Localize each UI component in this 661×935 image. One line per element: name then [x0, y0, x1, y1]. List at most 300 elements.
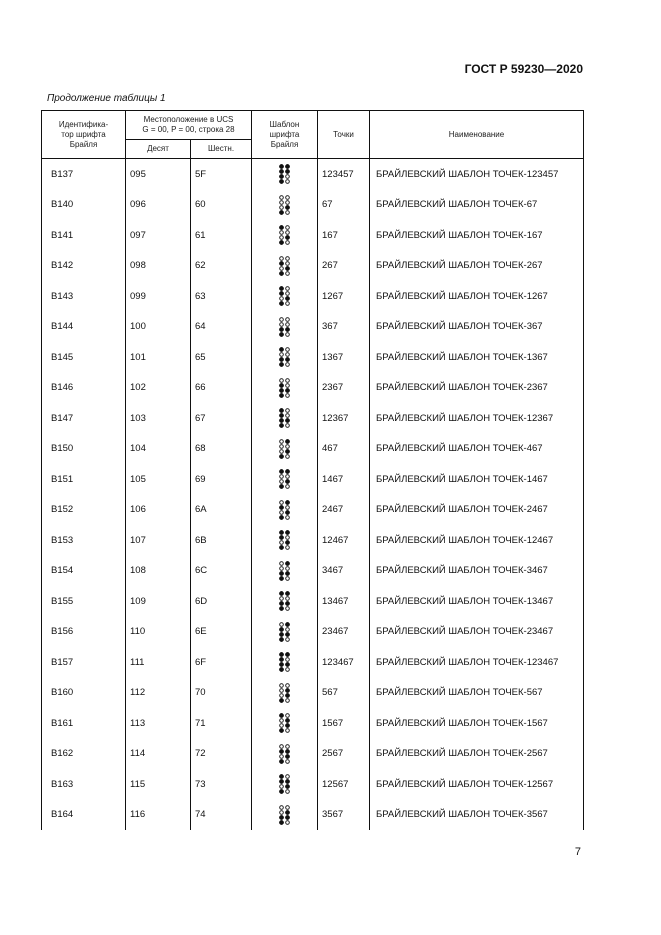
- braille-dot-empty: [286, 775, 290, 779]
- cell-name: БРАЙЛЕВСКИЙ ШАБЛОН ТОЧЕК-12367: [370, 403, 584, 434]
- table-row: [42, 220, 584, 251]
- cell-hex: 64: [191, 312, 252, 343]
- cell-points: 123457: [318, 159, 370, 190]
- cell-dec: 112: [126, 678, 191, 709]
- cell-points: 2567: [318, 739, 370, 770]
- braille-dot-raised: [285, 810, 289, 814]
- braille-dot-empty: [286, 576, 290, 580]
- cell-hex: 73: [191, 769, 252, 800]
- braille-dot-raised: [279, 627, 283, 631]
- braille-dot-empty: [280, 205, 284, 209]
- cell-name: БРАЙЛЕВСКИЙ ШАБЛОН ТОЧЕК-2567: [370, 739, 584, 770]
- braille-cell-icon: [279, 286, 290, 306]
- braille-dot-empty: [286, 454, 290, 458]
- cell-points: 12567: [318, 769, 370, 800]
- braille-dot-empty: [286, 759, 290, 763]
- braille-dot-empty: [286, 683, 290, 687]
- braille-dot-empty: [280, 719, 284, 723]
- table-row: [42, 556, 584, 587]
- cell-dec: 110: [126, 617, 191, 648]
- cell-pattern: [252, 281, 318, 312]
- table-row: [42, 495, 584, 526]
- braille-dot-empty: [286, 378, 290, 382]
- braille-cell-icon: [279, 530, 290, 550]
- braille-cell-icon: [279, 683, 290, 703]
- page-number: 7: [574, 846, 581, 858]
- cell-id: B154: [42, 556, 126, 587]
- braille-dot-empty: [286, 820, 290, 824]
- cell-dec: 111: [126, 647, 191, 678]
- table-row: [42, 403, 584, 434]
- cell-id: B160: [42, 678, 126, 709]
- cell-hex: 61: [191, 220, 252, 251]
- braille-dot-raised: [285, 170, 289, 174]
- braille-cell-icon: [279, 469, 290, 489]
- braille-dot-empty: [280, 500, 284, 504]
- cell-name: БРАЙЛЕВСКИЙ ШАБЛОН ТОЧЕК-3467: [370, 556, 584, 587]
- braille-dot-raised: [279, 571, 283, 575]
- braille-dot-empty: [286, 729, 290, 733]
- braille-dot-empty: [280, 449, 284, 453]
- cell-hex: 62: [191, 251, 252, 282]
- cell-hex: 6B: [191, 525, 252, 556]
- cell-pattern: [252, 556, 318, 587]
- braille-dot-raised: [279, 775, 283, 779]
- cell-id: B144: [42, 312, 126, 343]
- cell-dec: 102: [126, 373, 191, 404]
- braille-dot-empty: [286, 668, 290, 672]
- braille-dot-raised: [285, 653, 289, 657]
- braille-dot-raised: [285, 719, 289, 723]
- braille-dot-raised: [285, 785, 289, 789]
- cell-dec: 101: [126, 342, 191, 373]
- cell-hex: 6D: [191, 586, 252, 617]
- cell-name: БРАЙЛЕВСКИЙ ШАБЛОН ТОЧЕК-3567: [370, 800, 584, 831]
- table-row: [42, 434, 584, 465]
- cell-pattern: [252, 800, 318, 831]
- braille-dot-raised: [279, 175, 283, 179]
- braille-dot-raised: [279, 241, 283, 245]
- braille-dot-raised: [285, 205, 289, 209]
- braille-dot-raised: [285, 500, 289, 504]
- braille-dot-empty: [286, 332, 290, 336]
- cell-id: B145: [42, 342, 126, 373]
- braille-cell-icon: [279, 225, 290, 245]
- cell-name: БРАЙЛЕВСКИЙ ШАБЛОН ТОЧЕК-1567: [370, 708, 584, 739]
- cell-hex: 68: [191, 434, 252, 465]
- table-row: [42, 373, 584, 404]
- table-row: [42, 342, 584, 373]
- cell-hex: 5F: [191, 159, 252, 190]
- braille-dot-raised: [279, 653, 283, 657]
- braille-dot-raised: [285, 236, 289, 240]
- braille-cell-icon: [279, 378, 290, 398]
- cell-points: 2367: [318, 373, 370, 404]
- braille-dot-empty: [286, 175, 290, 179]
- table-body: [42, 159, 584, 831]
- braille-dot-raised: [285, 815, 289, 819]
- braille-dot-empty: [280, 439, 284, 443]
- braille-dot-empty: [286, 658, 290, 662]
- cell-dec: 104: [126, 434, 191, 465]
- cell-points: 1267: [318, 281, 370, 312]
- cell-dec: 115: [126, 769, 191, 800]
- header-location-text: Местоположение в UCS G = 00, P = 00, строка 28: [142, 115, 235, 134]
- table-row: [42, 159, 584, 190]
- cell-name: БРАЙЛЕВСКИЙ ШАБЛОН ТОЧЕК-123467: [370, 647, 584, 678]
- braille-dot-raised: [279, 226, 283, 230]
- braille-dot-raised: [279, 632, 283, 636]
- braille-dot-empty: [286, 414, 290, 418]
- cell-dec: 116: [126, 800, 191, 831]
- braille-dot-empty: [286, 353, 290, 357]
- cell-points: 12367: [318, 403, 370, 434]
- braille-dot-empty: [280, 510, 284, 514]
- cell-hex: 6A: [191, 495, 252, 526]
- cell-dec: 113: [126, 708, 191, 739]
- braille-dot-empty: [286, 409, 290, 413]
- cell-name: БРАЙЛЕВСКИЙ ШАБЛОН ТОЧЕК-167: [370, 220, 584, 251]
- braille-dot-empty: [280, 566, 284, 570]
- braille-dot-raised: [279, 592, 283, 596]
- cell-pattern: [252, 220, 318, 251]
- cell-pattern: [252, 769, 318, 800]
- braille-dot-empty: [280, 597, 284, 601]
- braille-cell-icon: [279, 164, 290, 184]
- braille-dot-empty: [280, 297, 284, 301]
- braille-dot-empty: [280, 322, 284, 326]
- braille-dot-raised: [285, 663, 289, 667]
- braille-dot-raised: [285, 531, 289, 535]
- table-row: [42, 525, 584, 556]
- cell-id: B137: [42, 159, 126, 190]
- braille-cell-icon: [279, 713, 290, 733]
- braille-dot-raised: [279, 348, 283, 352]
- cell-points: 167: [318, 220, 370, 251]
- cell-points: 367: [318, 312, 370, 343]
- cell-pattern: [252, 434, 318, 465]
- cell-pattern: [252, 495, 318, 526]
- braille-dot-empty: [280, 754, 284, 758]
- cell-name: БРАЙЛЕВСКИЙ ШАБЛОН ТОЧЕК-567: [370, 678, 584, 709]
- braille-dot-raised: [279, 546, 283, 550]
- cell-name: БРАЙЛЕВСКИЙ ШАБЛОН ТОЧЕК-13467: [370, 586, 584, 617]
- braille-dot-raised: [285, 419, 289, 423]
- braille-dot-raised: [285, 388, 289, 392]
- braille-dot-empty: [286, 698, 290, 702]
- braille-dot-empty: [286, 241, 290, 245]
- cell-name: БРАЙЛЕВСКИЙ ШАБЛОН ТОЧЕК-1367: [370, 342, 584, 373]
- braille-dot-empty: [280, 744, 284, 748]
- braille-dot-raised: [285, 693, 289, 697]
- braille-dot-raised: [279, 749, 283, 753]
- braille-dot-raised: [279, 714, 283, 718]
- braille-dot-raised: [279, 815, 283, 819]
- cell-dec: 098: [126, 251, 191, 282]
- braille-dot-empty: [286, 714, 290, 718]
- braille-dot-empty: [286, 348, 290, 352]
- cell-id: B151: [42, 464, 126, 495]
- table-row: [42, 708, 584, 739]
- table-row: [42, 647, 584, 678]
- braille-dot-raised: [279, 409, 283, 413]
- braille-cell-icon: [279, 317, 290, 337]
- braille-cell-icon: [279, 561, 290, 581]
- braille-dot-raised: [279, 531, 283, 535]
- braille-dot-empty: [280, 683, 284, 687]
- cell-id: B155: [42, 586, 126, 617]
- cell-id: B141: [42, 220, 126, 251]
- table-row: [42, 281, 584, 312]
- braille-dot-raised: [279, 485, 283, 489]
- braille-dot-empty: [286, 485, 290, 489]
- braille-dot-raised: [285, 449, 289, 453]
- braille-dot-empty: [280, 785, 284, 789]
- braille-dot-empty: [280, 480, 284, 484]
- braille-dot-empty: [280, 231, 284, 235]
- cell-id: B146: [42, 373, 126, 404]
- table-row: [42, 739, 584, 770]
- braille-dot-empty: [286, 195, 290, 199]
- braille-dot-empty: [286, 231, 290, 235]
- braille-dot-raised: [285, 480, 289, 484]
- header-pattern-text: Шаблон шрифта Брайля: [269, 119, 300, 149]
- cell-dec: 105: [126, 464, 191, 495]
- braille-dot-raised: [279, 607, 283, 611]
- table-row: [42, 464, 584, 495]
- braille-dot-empty: [286, 424, 290, 428]
- cell-pattern: [252, 586, 318, 617]
- cell-hex: 71: [191, 708, 252, 739]
- cell-dec: 108: [126, 556, 191, 587]
- braille-dot-raised: [279, 292, 283, 296]
- braille-dot-empty: [286, 805, 290, 809]
- table-row: [42, 190, 584, 221]
- cell-pattern: [252, 190, 318, 221]
- braille-cell-icon: [279, 805, 290, 825]
- braille-dot-empty: [280, 688, 284, 692]
- braille-dot-empty: [286, 200, 290, 204]
- braille-dot-empty: [286, 475, 290, 479]
- cell-name: БРАЙЛЕВСКИЙ ШАБЛОН ТОЧЕК-23467: [370, 617, 584, 648]
- table-row: [42, 312, 584, 343]
- cell-hex: 69: [191, 464, 252, 495]
- cell-dec: 095: [126, 159, 191, 190]
- braille-dot-raised: [285, 561, 289, 565]
- cell-hex: 74: [191, 800, 252, 831]
- braille-dot-raised: [279, 668, 283, 672]
- cell-id: B156: [42, 617, 126, 648]
- cell-dec: 114: [126, 739, 191, 770]
- cell-points: 13467: [318, 586, 370, 617]
- braille-dot-raised: [279, 302, 283, 306]
- braille-dot-raised: [279, 780, 283, 784]
- braille-dot-empty: [286, 536, 290, 540]
- braille-dot-raised: [279, 363, 283, 367]
- cell-hex: 65: [191, 342, 252, 373]
- cell-points: 2467: [318, 495, 370, 526]
- cell-points: 3567: [318, 800, 370, 831]
- cell-dec: 109: [126, 586, 191, 617]
- cell-points: 23467: [318, 617, 370, 648]
- header-id-text: Идентифика- тор шрифта Брайля: [58, 119, 109, 149]
- braille-cell-icon: [279, 591, 290, 611]
- braille-dot-raised: [285, 754, 289, 758]
- table-row: [42, 586, 584, 617]
- braille-dot-empty: [286, 271, 290, 275]
- cell-dec: 100: [126, 312, 191, 343]
- braille-dot-empty: [286, 292, 290, 296]
- braille-dot-empty: [286, 637, 290, 641]
- braille-dot-raised: [279, 327, 283, 331]
- braille-dot-empty: [286, 261, 290, 265]
- braille-dot-empty: [286, 383, 290, 387]
- braille-table: [41, 110, 584, 830]
- table-row: [42, 769, 584, 800]
- cell-name: БРАЙЛЕВСКИЙ ШАБЛОН ТОЧЕК-1467: [370, 464, 584, 495]
- braille-dot-empty: [280, 200, 284, 204]
- cell-pattern: [252, 647, 318, 678]
- braille-dot-empty: [286, 744, 290, 748]
- cell-pattern: [252, 739, 318, 770]
- braille-dot-empty: [286, 317, 290, 321]
- cell-id: B153: [42, 525, 126, 556]
- braille-dot-raised: [285, 327, 289, 331]
- cell-pattern: [252, 342, 318, 373]
- braille-cell-icon: [279, 347, 290, 367]
- braille-dot-raised: [285, 266, 289, 270]
- cell-points: 1567: [318, 708, 370, 739]
- cell-points: 1367: [318, 342, 370, 373]
- braille-dot-empty: [286, 226, 290, 230]
- braille-dot-empty: [280, 810, 284, 814]
- cell-name: БРАЙЛЕВСКИЙ ШАБЛОН ТОЧЕК-2467: [370, 495, 584, 526]
- header-name: Наименование: [370, 111, 584, 159]
- cell-dec: 099: [126, 281, 191, 312]
- braille-cell-icon: [279, 195, 290, 215]
- cell-id: B161: [42, 708, 126, 739]
- braille-cell-icon: [279, 439, 290, 459]
- braille-dot-raised: [279, 383, 283, 387]
- braille-dot-raised: [285, 470, 289, 474]
- braille-dot-empty: [286, 256, 290, 260]
- braille-dot-raised: [279, 470, 283, 474]
- cell-dec: 096: [126, 190, 191, 221]
- braille-dot-raised: [279, 536, 283, 540]
- cell-name: БРАЙЛЕВСКИЙ ШАБЛОН ТОЧЕК-12467: [370, 525, 584, 556]
- cell-points: 3467: [318, 556, 370, 587]
- braille-dot-raised: [285, 439, 289, 443]
- cell-pattern: [252, 708, 318, 739]
- cell-pattern: [252, 617, 318, 648]
- cell-id: B150: [42, 434, 126, 465]
- braille-dot-empty: [286, 302, 290, 306]
- braille-dot-raised: [285, 592, 289, 596]
- braille-dot-empty: [280, 195, 284, 199]
- table-row: [42, 617, 584, 648]
- braille-dot-raised: [279, 790, 283, 794]
- cell-hex: 6F: [191, 647, 252, 678]
- braille-dot-empty: [280, 693, 284, 697]
- braille-dot-raised: [285, 297, 289, 301]
- cell-id: B143: [42, 281, 126, 312]
- cell-pattern: [252, 373, 318, 404]
- braille-dot-empty: [286, 180, 290, 184]
- cell-dec: 097: [126, 220, 191, 251]
- braille-dot-empty: [280, 317, 284, 321]
- cell-dec: 103: [126, 403, 191, 434]
- cell-pattern: [252, 525, 318, 556]
- cell-name: БРАЙЛЕВСКИЙ ШАБЛОН ТОЧЕК-2367: [370, 373, 584, 404]
- braille-dot-empty: [280, 378, 284, 382]
- braille-dot-empty: [280, 444, 284, 448]
- cell-dec: 106: [126, 495, 191, 526]
- braille-dot-raised: [285, 541, 289, 545]
- cell-name: БРАЙЛЕВСКИЙ ШАБЛОН ТОЧЕК-123457: [370, 159, 584, 190]
- cell-hex: 6E: [191, 617, 252, 648]
- braille-dot-empty: [286, 515, 290, 519]
- braille-dot-empty: [280, 622, 284, 626]
- braille-dot-raised: [285, 358, 289, 362]
- braille-dot-raised: [279, 658, 283, 662]
- header-id: [42, 111, 126, 159]
- braille-dot-raised: [285, 724, 289, 728]
- cell-hex: 60: [191, 190, 252, 221]
- cell-points: 123467: [318, 647, 370, 678]
- braille-dot-raised: [279, 271, 283, 275]
- braille-dot-empty: [286, 363, 290, 367]
- cell-points: 67: [318, 190, 370, 221]
- cell-hex: 72: [191, 739, 252, 770]
- braille-dot-empty: [280, 266, 284, 270]
- braille-cell-icon: [279, 256, 290, 276]
- braille-dot-empty: [286, 790, 290, 794]
- braille-dot-empty: [286, 444, 290, 448]
- cell-hex: 70: [191, 678, 252, 709]
- braille-dot-raised: [279, 388, 283, 392]
- cell-points: 467: [318, 434, 370, 465]
- braille-dot-empty: [280, 353, 284, 357]
- braille-cell-icon: [279, 408, 290, 428]
- cell-id: B157: [42, 647, 126, 678]
- braille-dot-raised: [285, 780, 289, 784]
- cell-pattern: [252, 678, 318, 709]
- braille-dot-empty: [286, 210, 290, 214]
- cell-id: B140: [42, 190, 126, 221]
- braille-dot-empty: [280, 541, 284, 545]
- cell-hex: 63: [191, 281, 252, 312]
- braille-dot-empty: [280, 561, 284, 565]
- braille-dot-raised: [279, 729, 283, 733]
- braille-dot-raised: [279, 261, 283, 265]
- braille-dot-empty: [280, 236, 284, 240]
- braille-dot-empty: [286, 627, 290, 631]
- cell-hex: 6C: [191, 556, 252, 587]
- cell-hex: 66: [191, 373, 252, 404]
- braille-dot-empty: [286, 322, 290, 326]
- cell-name: БРАЙЛЕВСКИЙ ШАБЛОН ТОЧЕК-467: [370, 434, 584, 465]
- cell-points: 567: [318, 678, 370, 709]
- cell-name: БРАЙЛЕВСКИЙ ШАБЛОН ТОЧЕК-367: [370, 312, 584, 343]
- table-row: [42, 251, 584, 282]
- cell-points: 267: [318, 251, 370, 282]
- header-dec: Десят: [126, 140, 191, 159]
- cell-points: 12467: [318, 525, 370, 556]
- cell-name: БРАЙЛЕВСКИЙ ШАБЛОН ТОЧЕК-12567: [370, 769, 584, 800]
- cell-id: B162: [42, 739, 126, 770]
- braille-dot-raised: [279, 287, 283, 291]
- braille-dot-raised: [285, 510, 289, 514]
